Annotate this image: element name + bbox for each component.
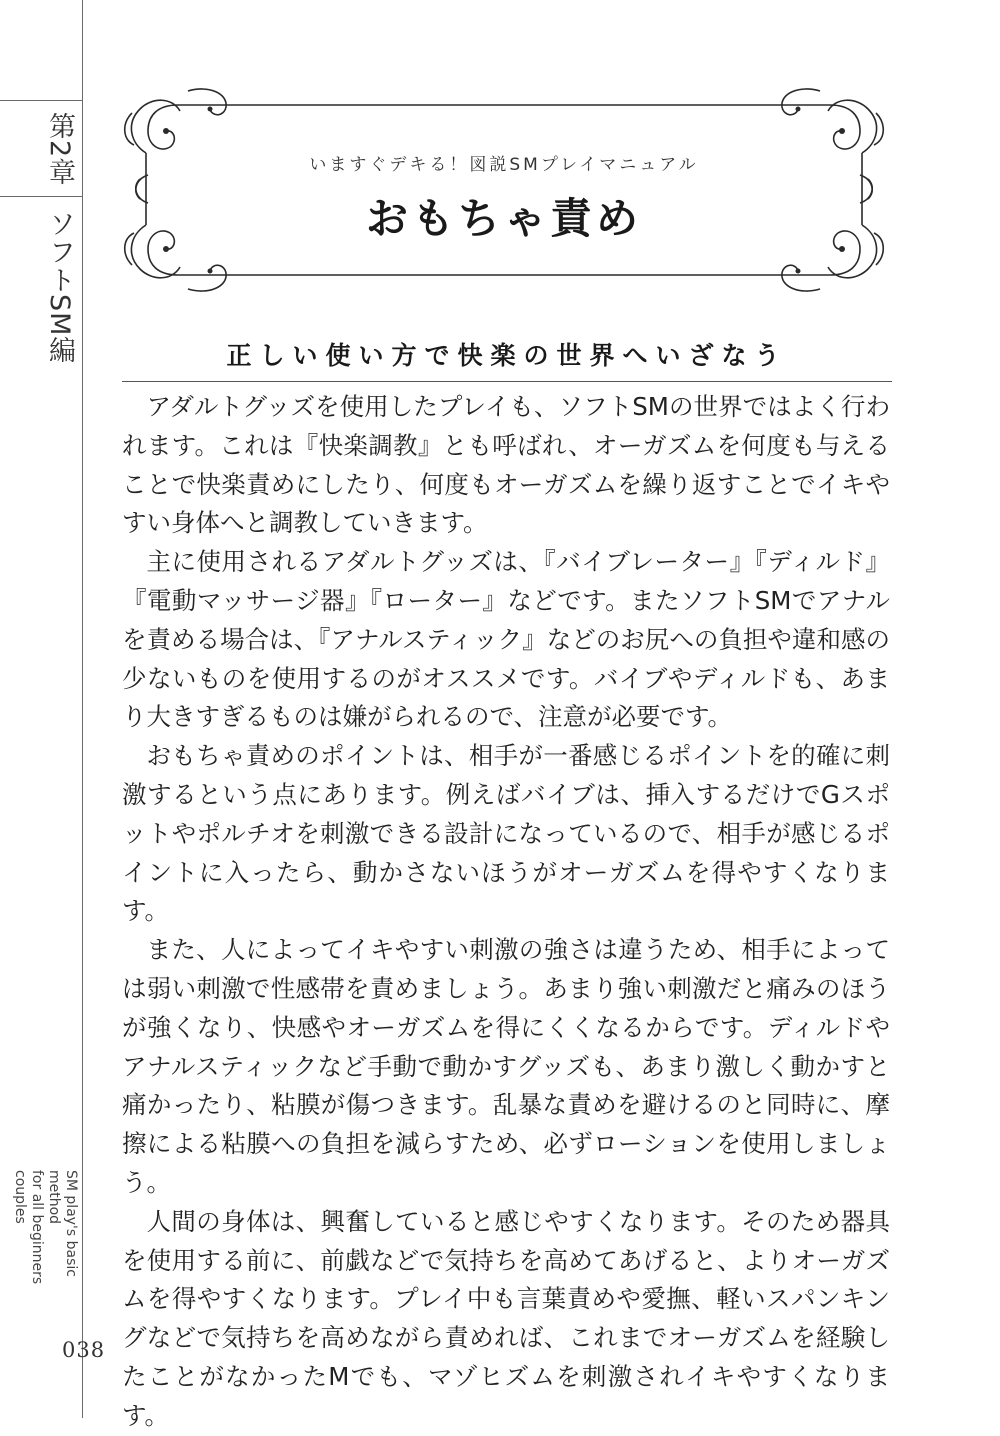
article-body — [122, 388, 890, 1436]
section-heading: 正しい使い方で快楽の世界へいざなう — [226, 341, 788, 370]
chapter-tab-top-rule — [0, 100, 82, 101]
english-caption — [12, 1170, 79, 1320]
chapter-tab-divider — [0, 196, 82, 197]
series-subtitle: いますぐデキる！図説SMプレイマニュアル — [309, 155, 699, 175]
heading-underline — [122, 381, 892, 382]
paragraph: アダルトグッズを使用したプレイも、ソフトSMの世界ではよく行われます。これは『快楽調教』とも呼ばれ、オーガズムを何度も与えることで快楽責めにしたり、何度もオーガズムを繰り返すことでイキやすい身体へと調教していきます。 — [122, 392, 890, 538]
page-title: おもちゃ責め — [365, 194, 642, 243]
english-caption-line-1: SM play's basic method — [46, 1170, 79, 1277]
margin-rule — [82, 0, 83, 1418]
section-label: ソフトSM編 — [44, 210, 75, 365]
chapter-label: 第2章 — [44, 112, 75, 187]
paragraph: 主に使用されるアダルトグッズは、『バイブレーター』『ディルド』『電動マッサージ器』『ローター』などです。またソフトSMでアナルを責める場合は、『アナルスティック』などのお尻への負担や違和感の少ないものを使用するのがオススメです。バイブやディルドも、あまり大きすぎるものは嫌がられるので、注意が必要です。 — [122, 547, 890, 732]
page-number: 038 — [62, 1338, 106, 1362]
paragraph: おもちゃ責めのポイントは、相手が一番感じるポイントを的確に刺激するという点にあります。例えばバイブは、挿入するだけでGスポットやポルチオを刺激できる設計になっているので、相手が感じるポイントに入ったら、動かさないほうがオーガズムを得やすくなります。 — [122, 741, 890, 926]
english-caption-line-2: for all beginners couples — [12, 1170, 45, 1285]
paragraph: また、人によってイキやすい刺激の強さは違うため、相手によっては弱い刺激で性感帯を責めましょう。あまり強い刺激だと痛みのほうが強くなり、快感やオーガズムを得にくくなるからです。ディルドやアナルスティックなど手動で動かすグッズも、あまり激しく動かすと痛かったり、粘膜が傷つきます。乱暴な責めを避けるのと同時に、摩擦による粘膜への負担を減らすため、必ずローションを使用しましょう。 — [122, 935, 890, 1197]
paragraph: 人間の身体は、興奮していると感じやすくなります。そのため器具を使用する前に、前戯などで気持ちを高めてあげると、よりオーガズムを得やすくなります。プレイ中も言葉責めや愛撫、軽いスパンキングなどで気持ちを高めながら責めれば、これまでオーガズムを経験したことがなかったMでも、マゾヒズムを刺激されイキやすくなります。 — [122, 1206, 890, 1430]
